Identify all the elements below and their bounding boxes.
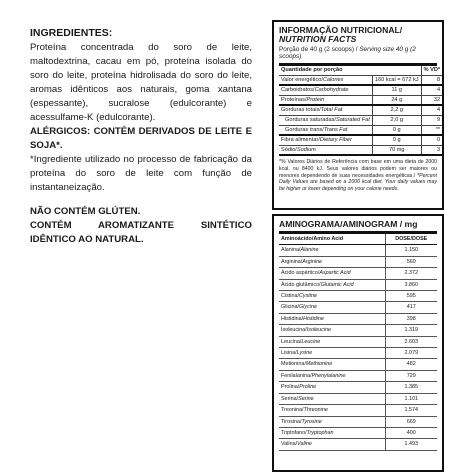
amino-acid-name [279, 302, 385, 313]
amino-acid-name-en: Phenylalanine [311, 372, 346, 379]
aminogram-row [279, 291, 437, 302]
nutrient-dv: 3 [421, 145, 442, 155]
amino-acid-name-pt: Histidina/ [281, 315, 304, 322]
amino-acid-name [279, 256, 385, 267]
amino-acid-name-en: Isoleucine [306, 327, 332, 334]
amino-acid-name-pt: Valina/ [281, 441, 298, 448]
amino-acid-name [279, 291, 385, 302]
amino-acid-name-en: Proline [299, 384, 317, 391]
amino-acid-name-en: Glycine [298, 304, 317, 311]
aminogram-header-dose: DOSE/DOSE [385, 234, 437, 245]
aminogram-panel [272, 214, 444, 472]
amino-acid-dose: 482 [385, 359, 437, 370]
aminogram-title: AMINOGRAMA/AMINOGRAM / mg [279, 219, 437, 234]
nutrition-footnote-pt: *% Valores Diários de Referência com base em uma dieta de 2000 kcal, ou 8400 kJ. Seus valores diários podem ser maiores ou menores dependendo de suas necessidades energéticas./ [279, 159, 437, 179]
amino-acid-name-pt: Ácido aspártico/ [281, 270, 320, 277]
amino-acid-dose: 1.319 [385, 325, 437, 336]
nutrient-name [279, 85, 372, 95]
amino-acid-name-en: Tyrosine [301, 418, 322, 425]
amino-acid-dose: 398 [385, 313, 437, 324]
amino-acid-name [279, 405, 385, 416]
nutrient-name [279, 105, 372, 115]
aminogram-row [279, 370, 437, 381]
amino-acid-dose: 729 [385, 370, 437, 381]
nutrition-header-dv: % VD* [421, 66, 442, 75]
aminogram-row [279, 348, 437, 359]
amino-acid-name [279, 393, 385, 404]
nutrient-name-en: Carbohydrate [314, 87, 349, 94]
nutrition-row [279, 135, 442, 145]
aminogram-table [279, 234, 437, 451]
serving-pt: Porção de 40 g (2 scoops) [279, 46, 354, 53]
nutrient-name [279, 135, 372, 145]
amino-acid-name [279, 359, 385, 370]
nutrient-name-en: Sodium [296, 146, 316, 153]
nutrient-dv: 9 [421, 115, 442, 125]
nutrient-name-pt: Carboidratos/ [281, 87, 315, 94]
nutrient-dv: ** [421, 125, 442, 135]
nutrition-table [279, 66, 442, 156]
amino-acid-name-en: Cystine [298, 293, 317, 300]
aminogram-table-body [279, 245, 437, 450]
nutrition-row [279, 85, 442, 95]
amino-acid-dose: 669 [385, 416, 437, 427]
amino-acid-name-pt: Treonina/ [281, 407, 304, 414]
amino-acid-name-pt: Serina/ [281, 395, 299, 402]
amino-acid-name [279, 279, 385, 290]
nutrient-dv: 4 [421, 105, 442, 115]
amino-acid-name-pt: Ácido glutâmico/ [281, 281, 321, 288]
gluten-warning: NÃO CONTÉM GLÚTEN. [30, 206, 141, 217]
amino-acid-name [279, 245, 385, 256]
amino-acid-dose: 3.860 [385, 279, 437, 290]
nutrition-title [279, 26, 437, 44]
amino-acid-name-pt: Prolina/ [281, 384, 300, 391]
nutrient-amount: 11 g [372, 85, 421, 95]
amino-acid-dose: 560 [385, 256, 437, 267]
nutrient-name-en: Protein [306, 96, 325, 103]
amino-acid-name-en: Methionine [305, 361, 333, 368]
aminogram-row [279, 245, 437, 256]
amino-acid-name-pt: Cistina/ [281, 293, 299, 300]
nutrient-amount: 160 kcal = 672 kJ [372, 75, 421, 85]
nutrient-name-pt: Gorduras totais/ [281, 107, 321, 114]
amino-acid-name-en: Leucine [301, 338, 321, 345]
nutrition-header-row [279, 66, 442, 75]
amino-acid-name-en: Lysine [296, 350, 313, 357]
amino-acid-name [279, 416, 385, 427]
nutrition-facts-panel [272, 20, 444, 210]
amino-acid-name-en: Valine [297, 441, 312, 448]
nutrition-row [279, 125, 442, 135]
amino-acid-dose: 1.385 [385, 382, 437, 393]
nutrition-header-item: Quantidade por porção [279, 66, 421, 75]
nutrition-row [279, 75, 442, 85]
amino-acid-name-en: Glutamic Acid [320, 281, 354, 288]
spacer [30, 195, 252, 205]
amino-acid-name-pt: Alanina/ [281, 247, 301, 254]
nutrition-row [279, 95, 442, 105]
nutrition-row [279, 145, 442, 155]
allergens-text: ALÉRGICOS: CONTÉM DERIVADOS DE LEITE E SOJA*. [30, 126, 252, 151]
nutrient-dv: 4 [421, 85, 442, 95]
nutrition-title-en: NUTRITION FACTS [279, 34, 357, 44]
nutrient-name-pt: Sódio/ [281, 146, 297, 153]
nutrition-table-body [279, 75, 442, 155]
amino-acid-name-en: Serine [298, 395, 314, 402]
aminogram-row [279, 382, 437, 393]
nutrient-name-pt: Gorduras saturadas/ [285, 116, 336, 123]
nutrient-dv: 8 [421, 75, 442, 85]
amino-acid-dose: 1.574 [385, 405, 437, 416]
ingredients-heading: INGREDIENTES: [30, 27, 113, 39]
aminogram-row [279, 268, 437, 279]
amino-acid-name-pt: Lisina/ [281, 350, 297, 357]
aminogram-row [279, 302, 437, 313]
aminogram-row [279, 405, 437, 416]
amino-acid-name [279, 382, 385, 393]
amino-acid-name [279, 268, 385, 279]
amino-acid-name-pt: Glicina/ [281, 304, 299, 311]
nutrition-row [279, 115, 442, 125]
amino-acid-name-en: Alanine [300, 247, 319, 254]
aminogram-row [279, 256, 437, 267]
amino-acid-name-pt: Tirosina/ [281, 418, 302, 425]
aminogram-row [279, 439, 437, 450]
nutrient-amount: 0 g [372, 135, 421, 145]
aminogram-row [279, 427, 437, 438]
nutrition-title-pt: INFORMAÇÃO NUTRICIONAL/ [279, 25, 403, 35]
nutrient-amount: 2,0 g [372, 115, 421, 125]
nutrient-amount: 24 g [372, 95, 421, 105]
nutrient-amount: 0 g [372, 125, 421, 135]
aminogram-header-row [279, 234, 437, 245]
nutrient-name [279, 145, 372, 155]
amino-acid-name-pt: Metionina/ [281, 361, 306, 368]
nutrient-name-en: Saturated Fat [336, 116, 370, 123]
amino-acid-dose: 1.493 [385, 439, 437, 450]
nutrient-name-en: Trans Fat [323, 126, 348, 133]
nutrient-amount: 70 mg [372, 145, 421, 155]
aminogram-row [279, 336, 437, 347]
aminogram-row [279, 313, 437, 324]
amino-acid-name-en: Arginine [302, 258, 323, 265]
aminogram-header-item: Aminoácido/Amino Acid [279, 234, 385, 245]
amino-acid-name-pt: Arginina/ [281, 258, 303, 265]
nutrient-name [279, 125, 372, 135]
nutrient-name-en: Calories [322, 76, 344, 83]
aminogram-row [279, 393, 437, 404]
nutrient-amount: 2,2 g [372, 105, 421, 115]
amino-acid-name-en: Aspartic Acid [319, 270, 351, 277]
ingredients-block [30, 26, 252, 247]
amino-acid-name [279, 313, 385, 324]
amino-acid-dose: 2.372 [385, 268, 437, 279]
amino-acid-name [279, 348, 385, 359]
amino-acid-name [279, 439, 385, 450]
nutrient-name-pt: Gorduras trans/ [285, 126, 324, 133]
nutrient-name-en: Total Fat [320, 107, 343, 114]
nutrient-name [279, 75, 372, 85]
serving-en: Serving size 40 g (2 scoops) [279, 46, 416, 60]
nutrient-name-en: Dietary Fiber [319, 137, 352, 144]
amino-acid-dose: 1.150 [385, 245, 437, 256]
serving-size: Porção de 40 g (2 scoops) / Serving size 40 g (2 scoops) [279, 46, 437, 66]
ingredient-footnote: *Ingrediente utilizado no processo de fabricação da proteína do soro de leite com função de instantaneização. [30, 154, 252, 193]
amino-acid-dose: 417 [385, 302, 437, 313]
nutrient-name-pt: Fibra alimentar/ [281, 137, 320, 144]
aminogram-row [279, 416, 437, 427]
nutrient-dv: 0 [421, 135, 442, 145]
nutrition-footnote-en: *Percent Daily Values are based on a 2000 kcal diet. Your daily values may be higher or lower depending on your calorie needs. [279, 172, 437, 192]
amino-acid-name [279, 427, 385, 438]
aminogram-row [279, 359, 437, 370]
nutrition-footnote [279, 159, 437, 192]
nutrition-row [279, 105, 442, 115]
amino-acid-name-en: Threonine [303, 407, 328, 414]
nutrient-name [279, 95, 372, 105]
aminogram-row [279, 325, 437, 336]
amino-acid-dose: 595 [385, 291, 437, 302]
amino-acid-name [279, 325, 385, 336]
amino-acid-name-en: Tryptophan [306, 429, 334, 436]
nutrient-dv: 32 [421, 95, 442, 105]
amino-acid-dose: 2.079 [385, 348, 437, 359]
amino-acid-dose: 1.101 [385, 393, 437, 404]
nutrient-name-pt: Proteínas/ [281, 96, 307, 103]
amino-acid-name-pt: Isoleucina/ [281, 327, 307, 334]
aminogram-row [279, 279, 437, 290]
ingredients-text: Proteína concentrada do soro de leite, maltodextrina, cacau em pó, proteína isolada do soro do leite, proteína hidrolisada do soro do leite, aromas idênticos aos naturais, goma xantana (espessante), sucralose (edulcorante) e acessulfame-K (edulcorante). [30, 42, 252, 123]
amino-acid-name-pt: Leucina/ [281, 338, 302, 345]
amino-acid-dose: 2.603 [385, 336, 437, 347]
amino-acid-name [279, 336, 385, 347]
amino-acid-name-pt: Fenilalanina/ [281, 372, 312, 379]
amino-acid-name-pt: Triptofano/ [281, 429, 307, 436]
nutrient-name [279, 115, 372, 125]
amino-acid-name-en: Histidine [303, 315, 324, 322]
nutrient-name-pt: Valor energético/ [281, 76, 323, 83]
aroma-warning: CONTÉM AROMATIZANTE SINTÉTICO IDÊNTICO AO NATURAL. [30, 220, 252, 245]
amino-acid-name [279, 370, 385, 381]
amino-acid-dose: 400 [385, 427, 437, 438]
